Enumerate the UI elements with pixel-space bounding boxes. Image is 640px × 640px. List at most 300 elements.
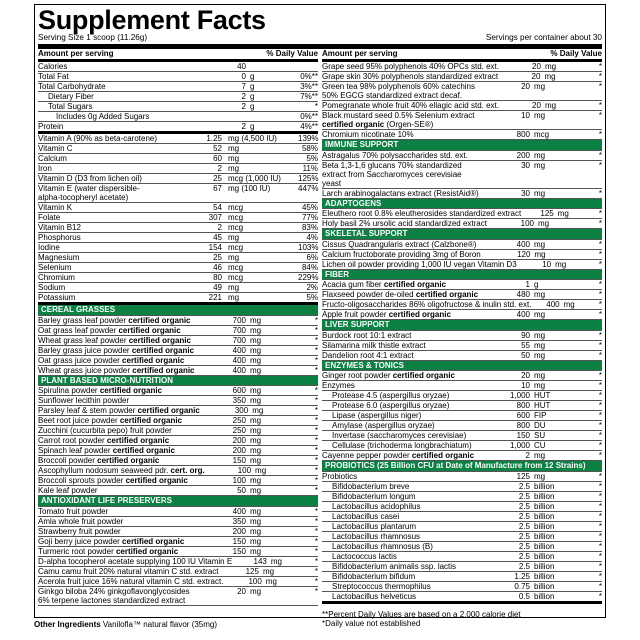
daily-value	[288, 62, 318, 71]
daily-value: *	[598, 150, 602, 160]
ingredient-name-text: Burdock root 10:1 extract	[322, 330, 412, 340]
ingredient-name	[322, 472, 480, 481]
ingredient-amount: 600	[232, 386, 246, 395]
ingredient-row	[322, 391, 602, 401]
ingredient-name-text: Lipase (aspergillus niger)	[332, 411, 422, 420]
daily-value-label: % Daily Value	[550, 49, 602, 58]
ingredient-unit: mg	[228, 293, 240, 302]
ingredient-name-text: Broccoli sprouts powder	[38, 476, 126, 485]
ingredient-name-text: Sodium	[38, 283, 66, 292]
daily-value: 4%**	[300, 122, 318, 131]
ingredient-amount: 20	[532, 62, 541, 71]
ingredient-amount: 200	[232, 446, 246, 455]
ingredient-name	[38, 366, 196, 375]
ingredient-amount: 480	[516, 290, 530, 299]
daily-value: *	[598, 350, 602, 360]
ingredient-name-text: Ascophyllum nodosum seaweed pdr.	[38, 466, 171, 475]
ingredient-amount: 125	[516, 471, 530, 481]
daily-value: *	[598, 188, 602, 198]
ingredient-name	[38, 283, 160, 292]
ingredient-amount: 400	[516, 239, 530, 249]
ingredient-name	[322, 209, 521, 218]
ingredient-row	[322, 572, 602, 582]
ingredient-unit: mcg	[228, 243, 244, 252]
certified-organic-label: certified organic	[119, 416, 183, 425]
daily-value: *	[314, 536, 318, 546]
section-header: CEREAL GRASSES	[38, 305, 318, 316]
ingredient-row	[322, 552, 602, 562]
ingredient-row	[322, 421, 602, 431]
ingredient-name	[322, 111, 480, 129]
ingredient-unit: HUT	[534, 391, 551, 400]
ingredient-name-text: Grape skin 30% polyphenols standardized extract	[322, 72, 499, 81]
ingredient-name	[38, 527, 196, 536]
ingredient-row	[38, 184, 318, 203]
ingredient-row	[38, 273, 318, 283]
ingredient-unit: mg	[534, 239, 546, 249]
ingredient-row	[322, 441, 602, 451]
daily-value: *	[314, 456, 318, 465]
daily-value: 7%**	[300, 92, 318, 101]
ingredient-amount: 400	[516, 310, 530, 319]
ingredient-name	[38, 184, 160, 202]
ingredient-name-text: Invertase (saccharomyces cerevisiae)	[332, 431, 467, 440]
daily-value: *	[598, 571, 602, 581]
ingredient-amount: 49	[213, 283, 222, 292]
ingredient-name-text: Carrot root powder	[38, 436, 107, 445]
ingredient-unit: mg	[534, 371, 546, 380]
ingredient-name	[38, 203, 160, 212]
ingredient-name	[322, 441, 480, 450]
ingredient-row	[38, 164, 318, 174]
ingredient-name	[322, 401, 480, 410]
ingredient-name	[322, 351, 480, 360]
ingredient-unit: FIP	[534, 411, 547, 420]
daily-value: *	[598, 471, 602, 481]
daily-value: *	[598, 481, 602, 491]
ingredient-amount: 2.5	[518, 541, 530, 551]
ingredient-name-text: Chromium	[38, 273, 75, 282]
ingredient-amount: 400	[232, 506, 246, 516]
ingredient-name-text: Kale leaf powder	[38, 486, 98, 495]
ingredient-unit: mcg	[228, 273, 244, 282]
ingredient-row	[38, 92, 318, 102]
ingredient-unit: HUT	[534, 401, 551, 410]
ingredient-unit: mcg (1,000 IU)	[228, 174, 281, 183]
ingredient-amount: 400	[546, 300, 560, 309]
ingredient-unit: mg	[262, 566, 275, 576]
ingredient-unit: mcg	[228, 203, 244, 212]
ingredient-amount: 150	[232, 456, 246, 465]
ingredient-name-text: Bifidobacterium breve	[332, 481, 410, 491]
ingredient-name-text: Streptococcus thermophilus	[332, 581, 431, 591]
ingredient-name	[38, 326, 196, 335]
ingredient-row	[38, 507, 318, 517]
ingredient-row	[38, 567, 318, 577]
ingredient-name-text: Lactobacillus acidophilus	[332, 501, 421, 511]
daily-value: *	[314, 416, 318, 425]
daily-value: 103%	[298, 243, 319, 252]
not-established-footnote: *Daily value not established	[322, 619, 421, 628]
ingredient-amount: 25	[213, 253, 222, 262]
certified-organic-label: cert. org.	[170, 466, 205, 475]
ingredient-name	[322, 381, 480, 390]
ingredient-amount: 120	[517, 249, 531, 259]
ingredient-name-text: Flaxseed powder de-oiled	[322, 290, 416, 299]
ingredient-amount: 125	[245, 566, 259, 576]
ingredient-amount: 700	[232, 335, 246, 345]
ingredient-amount: 1,000	[509, 391, 530, 400]
ingredient-name-text: Lactobacillus rhamnosus (B)	[332, 541, 433, 551]
ingredient-unit: billion	[534, 491, 555, 501]
ingredient-row	[322, 431, 602, 441]
daily-value: *	[598, 491, 602, 501]
ingredient-name	[38, 396, 196, 405]
ingredient-name	[38, 517, 196, 526]
ingredient-row	[38, 366, 318, 376]
ingredient-name	[322, 341, 480, 350]
daily-value: 447%	[298, 184, 319, 193]
ingredient-name	[322, 492, 480, 501]
ingredient-name	[38, 144, 160, 153]
ingredient-name	[322, 562, 480, 571]
ingredient-name-text: Total Sugars	[48, 102, 93, 111]
ingredient-unit: mg	[534, 160, 546, 170]
daily-value: *	[598, 561, 602, 571]
daily-value: *	[314, 396, 318, 405]
ingredient-unit: billion	[534, 511, 555, 521]
ingredient-unit: g	[250, 102, 255, 111]
ingredient-row	[38, 112, 318, 122]
daily-value: *	[598, 209, 602, 218]
ingredient-amount: 400	[232, 365, 246, 375]
ingredient-name	[322, 161, 480, 188]
ingredient-name	[38, 547, 196, 556]
ingredient-amount: 0.75	[514, 581, 530, 591]
ingredient-name	[322, 421, 480, 430]
certified-organic-label: certified organic	[128, 315, 191, 325]
daily-value: *	[598, 290, 602, 299]
ingredient-name	[38, 154, 160, 163]
ingredient-name	[322, 250, 481, 259]
ingredient-name-text: Lactobacillus rhamnosus	[332, 531, 421, 541]
ingredient-amount: 1	[525, 280, 530, 289]
ingredient-name	[38, 213, 160, 222]
ingredient-name	[38, 356, 196, 365]
ingredient-amount: 350	[232, 396, 246, 405]
ingredient-name	[322, 391, 480, 400]
ingredient-name	[38, 416, 196, 425]
ingredient-name-text: Amla whole fruit powder	[38, 516, 124, 526]
ingredient-name	[38, 436, 196, 445]
ingredient-unit: mg	[534, 111, 546, 120]
certified-organic-label: certified organic	[112, 446, 175, 455]
ingredient-row	[322, 161, 602, 189]
ingredient-unit: mg	[250, 416, 262, 425]
ingredient-amount: 350	[232, 516, 246, 526]
ingredient-name-text: Sunflower lecithin powder	[38, 396, 130, 405]
ingredient-name	[322, 582, 480, 591]
ingredient-name-text: D-alpha tocopherol acetate supplying 100 IU Vitamin E	[38, 556, 233, 566]
ingredient-amount: 7	[241, 82, 246, 91]
ingredient-name-text: Beta 1,3-1,6 glucans 70% standardized extract from Saccharomyces cerevisiae yeast	[322, 160, 462, 188]
ingredient-amount: 2.5	[518, 521, 530, 531]
ingredient-amount: 55	[521, 340, 530, 350]
ingredient-unit	[246, 62, 288, 71]
ingredient-name-text: Vitamin K	[38, 203, 73, 212]
daily-value: *	[598, 62, 602, 71]
daily-value: *	[314, 466, 318, 475]
ingredient-name-text: Potassium	[38, 293, 76, 302]
daily-value: *	[598, 521, 602, 531]
ingredient-amount: 10	[542, 259, 552, 269]
ingredient-amount: 20	[237, 586, 246, 596]
ingredient-unit: mg	[544, 72, 556, 81]
ingredient-row	[322, 401, 602, 411]
ingredient-name-text: Apple fruit powder	[322, 310, 389, 319]
ingredient-amount: 67	[213, 184, 222, 193]
ingredient-unit: mg	[250, 386, 262, 395]
daily-value: *	[598, 72, 602, 81]
ingredient-name	[38, 243, 160, 252]
ingredient-amount: 30	[521, 188, 530, 198]
daily-value: 125%	[298, 174, 319, 183]
ingredient-amount: 221	[208, 293, 222, 302]
certified-organic-label: certified organic	[97, 456, 160, 465]
ingredient-name-text: Chromium nicotinate 10%	[322, 130, 414, 139]
ingredient-unit: g	[250, 72, 255, 81]
daily-value: *	[598, 259, 602, 269]
daily-value: *	[598, 219, 602, 228]
ingredient-name	[322, 300, 531, 309]
certified-organic-label: certified organic	[115, 546, 179, 556]
ingredient-amount: 800	[516, 130, 530, 139]
ingredient-name	[38, 122, 196, 131]
ingredient-row	[38, 517, 318, 527]
ingredient-unit: mg	[250, 586, 262, 596]
ingredient-row	[38, 62, 318, 72]
ingredient-amount: 800	[516, 401, 530, 410]
daily-value: *	[314, 576, 318, 586]
daily-value: *	[598, 551, 602, 561]
ingredient-unit: mg	[250, 486, 262, 495]
ingredient-name-text: Cissus Quadrangularis extract (Calzbone®)	[322, 239, 477, 249]
ingredient-amount: 100	[237, 466, 252, 475]
daily-value: *	[314, 365, 318, 375]
ingredient-row	[38, 466, 318, 476]
ingredient-unit: mg	[228, 253, 240, 262]
ingredient-name	[38, 346, 196, 355]
ingredient-name	[38, 102, 196, 111]
ingredient-amount: 0.5	[518, 591, 530, 601]
ingredient-unit: mg	[250, 526, 262, 536]
ingredient-row	[322, 381, 602, 391]
ingredient-name	[38, 587, 196, 605]
ingredient-name-text: Zucchini (cucurbita pepo) fruit powder	[38, 426, 172, 435]
ingredient-amount: 150	[516, 431, 530, 440]
ingredient-row	[38, 293, 318, 305]
daily-value: 3%**	[300, 82, 318, 91]
ingredient-name-text: Calcium fructoborate providing 3mg of Boron	[322, 249, 481, 259]
ingredient-unit	[246, 112, 288, 121]
ingredient-row	[322, 492, 602, 502]
ingredient-name-text: Lichen oil powder providing 1,000 IU vegan Vitamin D3	[322, 259, 517, 269]
daily-value: 0%**	[300, 112, 318, 121]
ingredient-row	[38, 426, 318, 436]
ingredient-name	[322, 62, 499, 71]
ingredient-name	[322, 290, 480, 299]
ingredient-row	[322, 111, 602, 130]
daily-value: *	[314, 566, 318, 576]
ingredient-name	[38, 557, 232, 566]
ingredient-row	[38, 243, 318, 253]
ingredient-name	[322, 219, 487, 228]
ingredient-name-text: Protease 4.5 (aspergillus oryzae)	[332, 391, 450, 400]
daily-value-label: % Daily Value	[266, 49, 318, 58]
ingredient-amount: 154	[208, 243, 222, 252]
ingredient-name	[38, 174, 160, 183]
ingredient-row	[322, 472, 602, 482]
ingredient-unit: mg	[228, 233, 240, 242]
ingredient-row	[38, 577, 318, 587]
ingredient-row	[38, 154, 318, 164]
ingredient-unit: billion	[534, 541, 555, 551]
ingredient-name	[322, 542, 480, 551]
ingredient-name	[38, 567, 219, 576]
ingredient-unit: mcg	[228, 213, 244, 222]
daily-value: *	[314, 406, 318, 415]
ingredient-row	[322, 130, 602, 140]
ingredient-row	[38, 122, 318, 134]
ingredient-name	[322, 512, 480, 521]
ingredient-row	[322, 451, 602, 461]
ingredient-amount: 100	[232, 476, 246, 485]
ingredient-unit: mg	[534, 471, 546, 481]
ingredient-row	[38, 233, 318, 243]
daily-value: *	[314, 546, 318, 556]
ingredient-name	[322, 280, 480, 289]
certified-organic-label: certified organic	[131, 345, 195, 355]
ingredient-amount: 20	[531, 72, 541, 81]
ingredient-amount: 20	[532, 101, 541, 110]
daily-value: *	[598, 249, 603, 259]
daily-value: *	[598, 330, 602, 340]
ingredient-name	[38, 476, 196, 485]
ingredient-name-text: Black mustard seed 0.5% Selenium extract	[322, 111, 475, 120]
ingredient-name-text: Goji berry juice powder	[38, 536, 123, 546]
ingredient-amount: 60	[213, 154, 222, 163]
ingredient-amount: 2.5	[518, 531, 530, 541]
ingredient-row	[322, 189, 602, 199]
ingredient-name-text: Vitamin B12	[38, 223, 81, 232]
daily-value: 11%	[302, 164, 318, 173]
ingredient-unit: CU	[534, 441, 546, 450]
ingredient-name	[38, 92, 196, 101]
ingredient-name	[322, 592, 480, 601]
ingredient-name	[322, 189, 480, 198]
ingredient-unit: mg	[250, 335, 262, 345]
ingredient-row	[322, 62, 602, 72]
certified-organic-label: certified organic	[411, 451, 475, 460]
ingredient-amount: 2	[241, 102, 246, 111]
ingredient-name	[38, 316, 196, 325]
ingredient-amount: 200	[232, 436, 246, 445]
ingredient-name-text: Camu camu fruit 20% natural vitamin C std. extract	[38, 566, 219, 576]
ingredient-unit: mg	[252, 406, 264, 415]
ingredient-name-text: Spirulina powder	[38, 386, 100, 395]
ingredient-amount: 600	[516, 411, 530, 420]
ingredient-name-text: Lactobacillus casei	[332, 511, 400, 521]
ingredient-name-text: Vitamin D (D3 from lichen oil)	[38, 174, 142, 183]
ingredient-row	[322, 482, 602, 492]
ingredient-name-text: Calories	[38, 62, 68, 71]
ingredient-name-text: Cayenne pepper powder	[322, 451, 412, 460]
daily-value: *	[598, 381, 602, 390]
ingredient-row	[38, 527, 318, 537]
ingredient-row	[322, 219, 602, 229]
ingredient-unit: mg	[250, 476, 262, 485]
ingredient-amount: 700	[232, 315, 246, 325]
ingredient-name	[38, 486, 196, 495]
daily-value: *	[598, 300, 602, 309]
ingredient-row	[38, 203, 318, 213]
ingredient-name	[38, 72, 196, 81]
ingredient-name-text: Protease 6.0 (aspergillus oryzae)	[332, 401, 450, 410]
ingredient-name-text: Calcium	[38, 154, 67, 163]
ingredient-name	[322, 451, 480, 460]
daily-value: *	[314, 556, 318, 566]
ingredient-unit: mg	[544, 101, 557, 110]
ingredient-amount: 143	[253, 556, 267, 566]
servings-per-container: Servings per container about 30	[485, 33, 602, 42]
ingredient-amount: 125	[540, 209, 554, 218]
ingredient-row	[38, 356, 318, 366]
ingredient-row	[38, 326, 318, 336]
certified-organic-label: certified organic	[122, 536, 185, 546]
ingredient-amount: 2	[525, 451, 530, 460]
daily-value: *	[314, 102, 318, 111]
ingredient-name	[38, 577, 223, 586]
ingredient-row	[38, 476, 318, 486]
daily-value: *	[598, 111, 602, 120]
ingredient-unit: mg	[544, 62, 557, 71]
ingredient-name-text: Parsley leaf & stem powder	[38, 406, 138, 415]
ingredient-name-text: Vitamin C	[38, 144, 73, 153]
certified-organic-label: certified organic	[122, 355, 185, 365]
ingredient-amount: 307	[208, 213, 222, 222]
section-header: ADAPTOGENS	[322, 199, 602, 210]
ingredient-name-text: Beet root juice powder	[38, 416, 120, 425]
ingredient-row	[322, 260, 602, 270]
ingredient-row	[322, 512, 602, 522]
ingredient-amount: 1.25	[206, 134, 222, 143]
ingredient-name-text: Bifidobacterium bifidum	[332, 571, 416, 581]
ingredient-row	[38, 213, 318, 223]
ingredient-name	[38, 426, 196, 435]
daily-value: *	[598, 130, 602, 139]
daily-value: *	[314, 446, 318, 455]
serving-info	[38, 33, 602, 43]
ingredient-name-text: Iodine	[38, 243, 60, 252]
ingredient-amount: 150	[232, 536, 246, 546]
daily-value: *	[598, 280, 602, 289]
daily-value: *	[598, 581, 602, 591]
ingredient-name-text: Folate	[38, 213, 61, 222]
certified-organic-label: certified organic	[392, 371, 455, 380]
ingredient-row	[38, 446, 318, 456]
daily-value: *	[314, 476, 318, 485]
daily-value: *	[598, 541, 602, 551]
